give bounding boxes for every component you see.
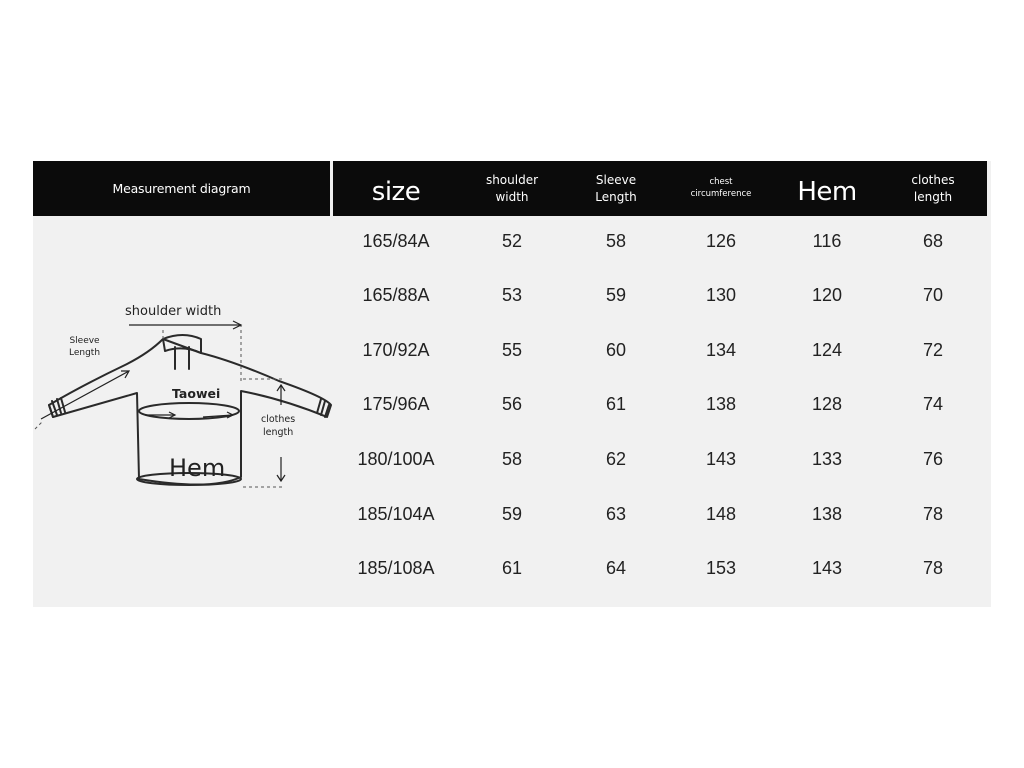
- cell-hem: 124: [811, 339, 843, 360]
- header-hem: Hem: [797, 176, 857, 207]
- table-row: [333, 432, 987, 486]
- header-chest-circumference: chest circumference: [690, 177, 752, 199]
- cell-chest-circumference: 134: [705, 339, 737, 360]
- cell-sleeve-length: 61: [605, 393, 627, 414]
- cell-sleeve-length: 62: [605, 448, 627, 469]
- cell-shoulder-width: 58: [501, 448, 523, 469]
- cell-shoulder-width: 52: [501, 230, 523, 251]
- shoulder-width-label: shoulder width: [125, 304, 222, 319]
- header-size: size: [371, 176, 421, 207]
- cell-shoulder-width: 53: [501, 284, 523, 305]
- table-row: [333, 214, 987, 268]
- cell-shoulder-width: 55: [501, 339, 523, 360]
- clothes-length-label: clothes length: [261, 414, 296, 438]
- cell-chest-circumference: 143: [705, 448, 737, 469]
- cell-clothes-length: 78: [922, 503, 944, 524]
- measurement-diagram-title: Measurement diagram: [112, 181, 251, 196]
- sleeve-length-label: Sleeve Length: [69, 336, 101, 359]
- cell-hem: 133: [811, 448, 843, 469]
- cell-hem: 128: [811, 393, 843, 414]
- size-table-header: [333, 161, 987, 216]
- cell-clothes-length: 78: [922, 557, 944, 578]
- garment-diagram: [33, 281, 333, 501]
- cell-chest-circumference: 138: [705, 393, 737, 414]
- cell-shoulder-width: 61: [501, 557, 523, 578]
- cell-shoulder-width: 56: [501, 393, 523, 414]
- table-row: [333, 377, 987, 431]
- cell-clothes-length: 68: [922, 230, 944, 251]
- cell-clothes-length: 70: [922, 284, 944, 305]
- cell-chest-circumference: 148: [705, 503, 737, 524]
- cell-sleeve-length: 60: [605, 339, 627, 360]
- cell-clothes-length: 76: [922, 448, 944, 469]
- header-shoulder-width: shoulder width: [485, 173, 539, 204]
- cell-hem: 116: [812, 230, 842, 251]
- table-row: [333, 268, 987, 322]
- cell-size: 165/88A: [362, 284, 430, 305]
- cell-size: 165/84A: [362, 230, 430, 251]
- table-row: [333, 541, 987, 595]
- cell-chest-circumference: 126: [705, 230, 737, 251]
- hem-label: Hem: [169, 454, 226, 482]
- cell-hem: 120: [811, 284, 843, 305]
- size-chart: [33, 161, 991, 607]
- cell-shoulder-width: 59: [501, 503, 523, 524]
- cell-size: 185/108A: [357, 557, 435, 578]
- cell-size: 170/92A: [362, 339, 430, 360]
- cell-hem: 143: [811, 557, 843, 578]
- cell-sleeve-length: 63: [605, 503, 627, 524]
- cell-hem: 138: [811, 503, 843, 524]
- cell-clothes-length: 72: [922, 339, 944, 360]
- cell-chest-circumference: 130: [705, 284, 737, 305]
- header-sleeve-length: Sleeve Length: [595, 173, 637, 204]
- table-row: [333, 487, 987, 541]
- cell-size: 175/96A: [362, 393, 430, 414]
- cell-sleeve-length: 64: [605, 557, 627, 578]
- measurement-diagram-header: [33, 161, 330, 216]
- cell-chest-circumference: 153: [705, 557, 737, 578]
- cell-clothes-length: 74: [922, 393, 944, 414]
- cell-size: 180/100A: [357, 448, 435, 469]
- header-clothes-length: clothes length: [911, 173, 955, 204]
- brand-label: Taowei: [172, 386, 221, 401]
- cell-sleeve-length: 58: [605, 230, 627, 251]
- cell-sleeve-length: 59: [605, 284, 627, 305]
- table-row: [333, 323, 987, 377]
- cell-size: 185/104A: [357, 503, 435, 524]
